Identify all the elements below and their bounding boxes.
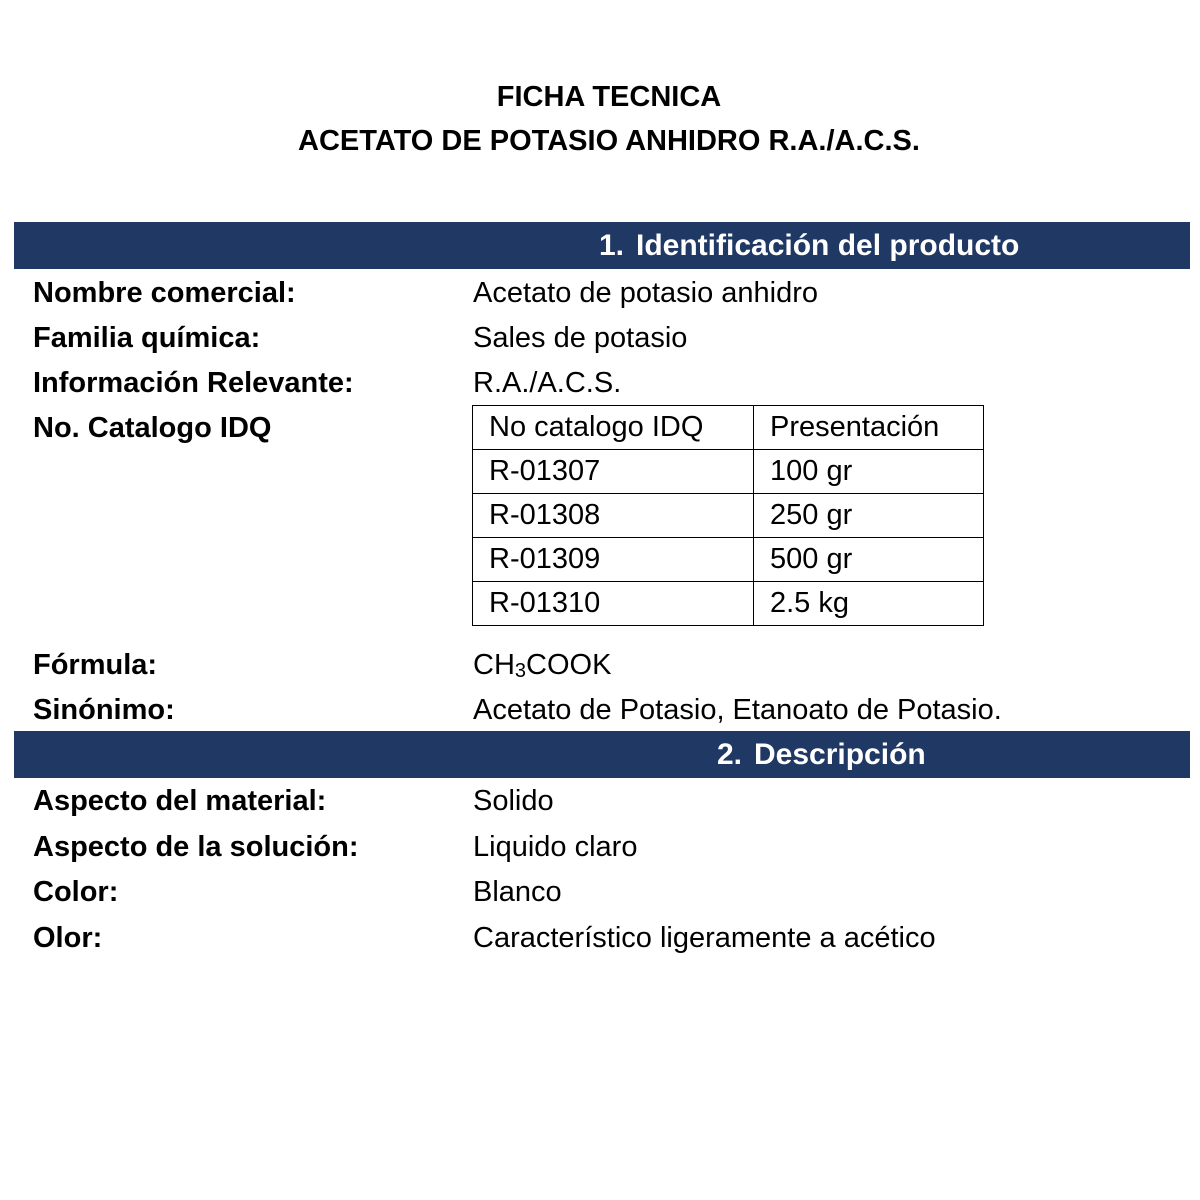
row-aspecto-material xyxy=(0,779,1200,823)
row-nombre-comercial xyxy=(0,271,1200,315)
table-cell-presentation: 100 gr xyxy=(754,450,984,494)
table-cell-catalog: R-01307 xyxy=(473,450,754,494)
row-formula xyxy=(0,643,1200,687)
row-informacion-relevante xyxy=(0,361,1200,405)
field-label: Información Relevante: xyxy=(33,367,354,399)
column-header: No catalogo IDQ xyxy=(473,406,754,450)
field-label: Aspecto de la solución: xyxy=(33,831,359,863)
field-value: Acetato de potasio anhidro xyxy=(473,277,819,309)
section-header-descripcion xyxy=(14,731,1190,778)
field-value: Liquido claro xyxy=(473,831,638,863)
field-label: Sinónimo: xyxy=(33,694,175,726)
table-row xyxy=(473,450,984,494)
table-header-row xyxy=(473,406,984,450)
section-header-identificacion xyxy=(14,222,1190,269)
field-value: Acetato de Potasio, Etanoato de Potasio. xyxy=(473,694,1002,726)
section-title: Identificación del producto xyxy=(636,229,1020,262)
section-title: Descripción xyxy=(754,738,926,771)
table-cell-catalog: R-01309 xyxy=(473,538,754,582)
column-header: Presentación xyxy=(754,406,984,450)
field-label: No. Catalogo IDQ xyxy=(33,412,272,444)
formula-subscript: 3 xyxy=(514,660,527,682)
field-label: Fórmula: xyxy=(33,649,158,681)
row-sinonimo xyxy=(0,688,1200,732)
table-cell-presentation: 500 gr xyxy=(754,538,984,582)
field-label: Aspecto del material: xyxy=(33,785,327,817)
field-value: Sales de potasio xyxy=(473,322,688,354)
field-value: Solido xyxy=(473,785,554,817)
row-olor xyxy=(0,916,1200,960)
formula-value xyxy=(473,643,611,687)
table-row xyxy=(473,538,984,582)
field-label: Color: xyxy=(33,876,119,908)
field-value: Característico ligeramente a acético xyxy=(473,922,936,954)
row-familia-quimica xyxy=(0,316,1200,360)
section-number: 1. xyxy=(598,229,624,262)
field-label: Nombre comercial: xyxy=(33,277,296,309)
formula-part: CH xyxy=(473,649,515,681)
table-cell-presentation: 2.5 kg xyxy=(754,582,984,626)
table-row xyxy=(473,582,984,626)
row-color xyxy=(0,870,1200,914)
table-cell-catalog: R-01310 xyxy=(473,582,754,626)
table-cell-presentation: 250 gr xyxy=(754,494,984,538)
title-line-1: FICHA TECNICA xyxy=(496,81,722,113)
field-value: Blanco xyxy=(473,876,562,908)
section-number: 2. xyxy=(716,738,742,771)
table-cell-catalog: R-01308 xyxy=(473,494,754,538)
formula-part: COOK xyxy=(526,649,612,681)
field-label: Familia química: xyxy=(33,322,261,354)
row-aspecto-solucion xyxy=(0,825,1200,869)
title-line-2: ACETATO DE POTASIO ANHIDRO R.A./A.C.S. xyxy=(298,125,920,157)
field-label: Olor: xyxy=(33,922,103,954)
table-row xyxy=(473,494,984,538)
catalog-table xyxy=(472,405,984,626)
field-value: R.A./A.C.S. xyxy=(473,367,622,399)
